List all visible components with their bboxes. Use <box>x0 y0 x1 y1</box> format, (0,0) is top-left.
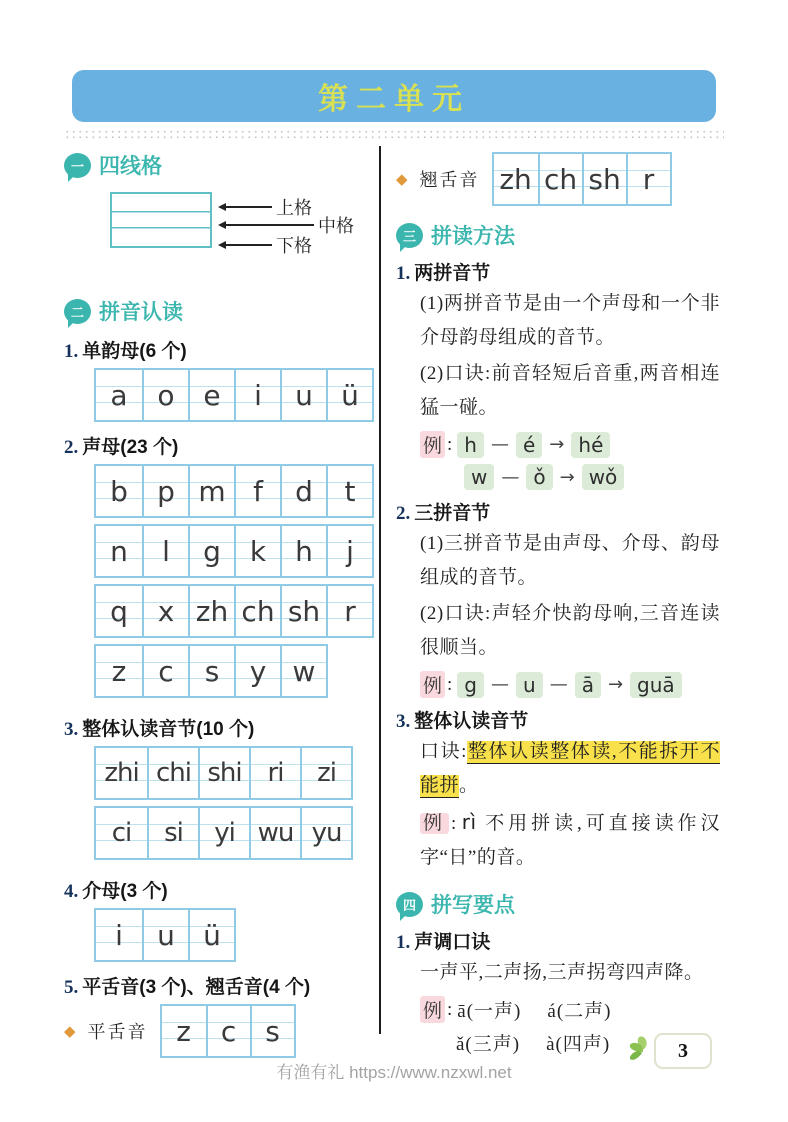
speech-bubble-icon <box>64 153 91 178</box>
pinyin-cell <box>142 526 188 576</box>
pinyin-grid-shengmu-row4 <box>94 644 328 698</box>
paragraph: (1)两拼音节是由一个声母和一个非介母韵母组成的音节。 <box>420 293 720 348</box>
section-header-spelling-method <box>396 220 720 250</box>
pinyin-letter: b <box>110 474 128 508</box>
item-number: 2. <box>64 437 79 458</box>
colon: : <box>450 813 457 834</box>
pinyin-cell <box>198 748 249 798</box>
pinyin-cell <box>300 808 351 858</box>
pinyin-grid-qiaoshe <box>492 152 672 206</box>
example-tag: 例 <box>420 431 445 458</box>
diamond-icon: ◆ <box>64 1023 76 1040</box>
pinyin-cell <box>188 526 234 576</box>
pinyin-letter: z <box>176 1014 191 1048</box>
pinyin-cell <box>494 154 538 204</box>
diamond-icon: ◆ <box>396 171 408 188</box>
pinyin-box: h <box>457 432 484 458</box>
item-text: 声调口诀 <box>414 932 491 953</box>
diagram-label-middle: 中格 <box>318 216 354 236</box>
item-number: 1. <box>396 263 411 284</box>
pinyin-letter: ch <box>241 594 275 628</box>
pinyin-cell <box>538 154 582 204</box>
footer-watermark: 有渔有礼 https://www.nzxwl.net <box>276 1063 512 1082</box>
pinyin-cell <box>147 748 198 798</box>
item-text: 单韵母(6 个) <box>82 341 187 362</box>
pinyin-grid-shengmu-row1 <box>94 464 374 518</box>
pinyin-cell <box>234 646 280 696</box>
unit-banner <box>72 70 716 122</box>
pinyin-letter: chi <box>156 758 191 788</box>
pinyin-cell <box>96 466 142 516</box>
dash: — <box>549 674 568 695</box>
example-tag: 例 <box>420 996 445 1023</box>
pinyin-cell <box>96 808 147 858</box>
pinyin-cell <box>326 466 372 516</box>
pinyin-cell <box>280 586 326 636</box>
pinyin-cell <box>249 748 300 798</box>
example-row-gua <box>420 671 720 698</box>
item-label-danyunmu <box>64 336 378 363</box>
pinyin-letter: x <box>157 594 175 628</box>
paragraph: (2)口诀:前音轻短后音重,两音相连猛一碰。 <box>420 363 720 418</box>
pinyin-letter: w <box>292 654 316 688</box>
arrow-left-icon <box>214 241 226 249</box>
page-number-value: 3 <box>678 1039 688 1062</box>
pinyin-letter: c <box>220 1014 237 1048</box>
colon: : <box>447 998 453 1020</box>
pinyin-letter: sh <box>287 594 321 628</box>
pinyin-box: g <box>457 672 484 698</box>
pinyin-cell <box>326 586 372 636</box>
pinyin-letter: z <box>111 654 127 688</box>
pinyin-cell <box>234 466 280 516</box>
item-text: 介母(3 个) <box>82 881 168 902</box>
item-text: 平舌音(3 个)、翘舌音(4 个) <box>82 977 311 998</box>
pinyin-cell <box>249 808 300 858</box>
arrow-right-icon: → <box>559 466 575 488</box>
pinyin-cell <box>96 586 142 636</box>
diagram-label-lower: 下格 <box>276 236 312 256</box>
example-tag: 例 <box>420 813 449 834</box>
item-label-jiemu <box>64 876 378 903</box>
pinyin-letter: ri <box>267 758 284 788</box>
pinyin-cell <box>234 586 280 636</box>
dash: — <box>490 434 509 455</box>
pinyin-letter: d <box>295 474 313 508</box>
pinyin-cell <box>96 646 142 696</box>
pinyin-cell <box>188 466 234 516</box>
item-label-shengmu <box>64 432 378 459</box>
section-header-writing-points <box>396 889 720 919</box>
item-label-zhengti <box>64 714 378 741</box>
pinyin-box: guā <box>630 672 682 698</box>
section-number: 四 <box>402 897 416 913</box>
section-number: 三 <box>402 228 416 244</box>
pinyin-letter: sh <box>588 162 621 196</box>
pinyin-cell <box>188 370 234 420</box>
pinyin-letter: yu <box>311 818 342 848</box>
example-row-he <box>420 431 720 458</box>
item-text: 整体认读音节 <box>414 711 529 732</box>
speech-bubble-icon <box>396 223 423 248</box>
pinyin-letter: i <box>254 378 262 412</box>
arrow-left-icon <box>214 203 226 211</box>
pinyin-cell <box>96 748 147 798</box>
pinyin-grid-zhengti-row2 <box>94 806 353 860</box>
pinyin-letter: u <box>295 378 313 412</box>
pinyin-letter: n <box>110 534 128 568</box>
four-line-grid-diagram <box>64 186 378 286</box>
item-text: 三拼音节 <box>414 503 491 524</box>
pinyin-letter: k <box>249 534 267 568</box>
pinyin-letter: zi <box>317 758 336 788</box>
pinyin-cell <box>626 154 670 204</box>
pinyin-cell <box>96 910 142 960</box>
pinyin-box: ā <box>575 672 601 698</box>
pinyin-cell <box>234 526 280 576</box>
pinyin-cell <box>326 526 372 576</box>
item-text: 声母(23 个) <box>82 437 179 458</box>
tone-item: ā(一声) <box>457 1001 522 1022</box>
pinyin-letter: j <box>346 534 354 568</box>
example-paragraph-ri <box>420 805 720 875</box>
pinyin-letter: wu <box>257 818 294 848</box>
koujue-prefix: 口诀: <box>420 741 467 762</box>
item-number: 5. <box>64 977 79 998</box>
pinyin-grid-shengmu-row2 <box>94 524 374 578</box>
example-row-wo <box>464 464 720 490</box>
item-number: 3. <box>396 711 411 732</box>
pinyin-cell <box>198 808 249 858</box>
pinyin-box: é <box>516 432 542 458</box>
pinyin-letter: zh <box>195 594 229 628</box>
pinyin-cell <box>142 586 188 636</box>
four-line-box <box>110 192 212 248</box>
pinyin-letter: t <box>344 474 356 508</box>
section-header-four-line-grid <box>64 150 378 180</box>
item-title-zhengti-syllables <box>396 706 720 733</box>
diagram-arrow-lower <box>214 232 312 258</box>
pinyin-box: w <box>464 464 494 490</box>
pinyin-cell <box>300 748 351 798</box>
tone-item: à(四声) <box>546 1034 611 1055</box>
colon: : <box>447 433 453 455</box>
item-title-liangpin <box>396 258 720 285</box>
pinyin-letter: shi <box>207 758 242 788</box>
pinyin-cell <box>188 910 234 960</box>
dash: — <box>491 674 509 695</box>
item-number: 3. <box>64 719 79 740</box>
pinyin-cell <box>280 466 326 516</box>
pinyin-cell <box>250 1006 294 1056</box>
pinyin-cell <box>280 646 326 696</box>
pinyin-letter: a <box>110 378 128 412</box>
arrow-right-icon: → <box>549 434 565 455</box>
pinyin-letter: zh <box>499 162 532 196</box>
qiaoshe-label: 翘舌音 <box>419 170 480 190</box>
speech-bubble-icon <box>64 299 91 324</box>
pinyin-cell <box>142 370 188 420</box>
item-number: 4. <box>64 881 79 902</box>
pinyin-letter: ch <box>543 162 578 196</box>
paragraph: (2)口诀:声轻介快韵母响,三音连读很顺当。 <box>420 603 720 658</box>
item-number: 1. <box>396 932 411 953</box>
section-title: 拼写要点 <box>431 894 515 917</box>
pinyin-cell <box>206 1006 250 1056</box>
pinyin-letter: g <box>203 534 221 568</box>
pinyin-letter: s <box>204 654 220 688</box>
item-number: 2. <box>396 503 411 524</box>
pinyin-letter: y <box>249 654 267 688</box>
pinyin-letter: i <box>115 918 123 952</box>
pinyin-letter: ci <box>111 818 132 848</box>
item-label-tongue-sounds <box>64 972 378 999</box>
dash: — <box>501 466 520 488</box>
item-number: 1. <box>64 341 79 362</box>
arrow-line <box>226 244 272 246</box>
right-column <box>396 150 720 1062</box>
pinyin-inline: rì <box>461 810 477 834</box>
pinyin-grid-zhengti-row1 <box>94 746 353 800</box>
pinyin-letter: l <box>162 534 170 568</box>
pinyin-box: wǒ <box>582 464 625 490</box>
dotted-divider <box>64 129 724 140</box>
pinyin-grid-shengmu-row3 <box>94 584 374 638</box>
diagram-label-upper: 上格 <box>276 198 312 218</box>
pinyin-cell <box>142 466 188 516</box>
pinyin-cell <box>326 370 372 420</box>
speech-bubble-icon <box>396 892 423 917</box>
unit-title: 第二单元 <box>318 83 470 116</box>
pinyin-grid-danyunmu <box>94 368 374 422</box>
example-tag: 例 <box>420 671 445 698</box>
pinyin-letter: yi <box>214 818 235 848</box>
section-title: 四线格 <box>99 155 162 178</box>
pinyin-cell <box>188 646 234 696</box>
section-number: 二 <box>70 304 84 320</box>
item-title-sanpin <box>396 498 720 525</box>
section-title: 拼读方法 <box>431 225 515 248</box>
paragraph: (1)三拼音节是由声母、介母、韵母组成的音节。 <box>420 533 720 588</box>
highlighted-text: 整体认读整体读,不能拆开不能拼 <box>420 741 720 796</box>
tone-mnemonic: 一声平,二声扬,三声拐弯四声降。 <box>420 962 704 983</box>
section-number: 一 <box>70 158 84 174</box>
arrow-line <box>226 224 314 226</box>
pinyin-letter: ü <box>341 378 359 412</box>
arrow-right-icon: → <box>607 674 624 695</box>
pinyin-letter: o <box>157 378 175 412</box>
arrow-left-icon <box>214 221 226 229</box>
pinyin-letter: s <box>265 1014 280 1048</box>
section-title: 拼音认读 <box>99 301 183 324</box>
pingshe-label: 平舌音 <box>87 1022 148 1042</box>
section-header-pinyin-reading <box>64 296 378 326</box>
qiaoshe-row <box>396 152 720 206</box>
pinyin-letter: c <box>158 654 174 688</box>
pinyin-cell <box>142 646 188 696</box>
left-column <box>64 150 378 1058</box>
pinyin-grid-jiemu <box>94 908 236 962</box>
colon: : <box>447 673 453 695</box>
koujue-paragraph <box>420 735 720 803</box>
page-number-box <box>654 1033 712 1069</box>
pinyin-cell <box>280 370 326 420</box>
item-title-shengdiao <box>396 927 720 954</box>
pinyin-cell <box>147 808 198 858</box>
pinyin-letter: p <box>157 474 175 508</box>
item-text: 两拼音节 <box>414 263 491 284</box>
pinyin-letter: ü <box>203 918 221 952</box>
pinyin-cell <box>582 154 626 204</box>
item-text: 整体认读音节(10 个) <box>82 719 255 740</box>
pinyin-grid-pingshe <box>160 1004 296 1058</box>
arrow-line <box>226 206 272 208</box>
tone-item: ǎ(三声) <box>456 1034 521 1055</box>
pinyin-letter: h <box>295 534 313 568</box>
pinyin-cell <box>96 526 142 576</box>
koujue-suffix: 。 <box>459 775 479 796</box>
column-divider <box>379 146 381 1034</box>
pinyin-letter: f <box>253 474 263 508</box>
pinyin-cell <box>142 910 188 960</box>
pinyin-letter: r <box>344 594 356 628</box>
pinyin-letter: u <box>157 918 175 952</box>
pinyin-box: u <box>516 672 543 698</box>
pinyin-box: hé <box>571 432 610 458</box>
tone-item: á(二声) <box>547 1001 612 1022</box>
tone-example-row1 <box>420 996 720 1023</box>
pinyin-letter: e <box>203 378 221 412</box>
pinyin-letter: zhi <box>104 758 139 788</box>
pinyin-box: ǒ <box>526 464 552 490</box>
pingshe-row <box>64 1004 378 1058</box>
pinyin-cell <box>162 1006 206 1056</box>
pinyin-cell <box>188 586 234 636</box>
pinyin-letter: si <box>164 818 183 848</box>
pinyin-letter: m <box>198 474 226 508</box>
pinyin-letter: r <box>642 162 655 196</box>
example-text: 不用拼读,可直接读作汉字“日”的音。 <box>420 813 720 868</box>
pinyin-cell <box>234 370 280 420</box>
pinyin-letter: q <box>110 594 128 628</box>
pinyin-cell <box>280 526 326 576</box>
pinyin-cell <box>96 370 142 420</box>
page-number <box>622 1030 712 1072</box>
